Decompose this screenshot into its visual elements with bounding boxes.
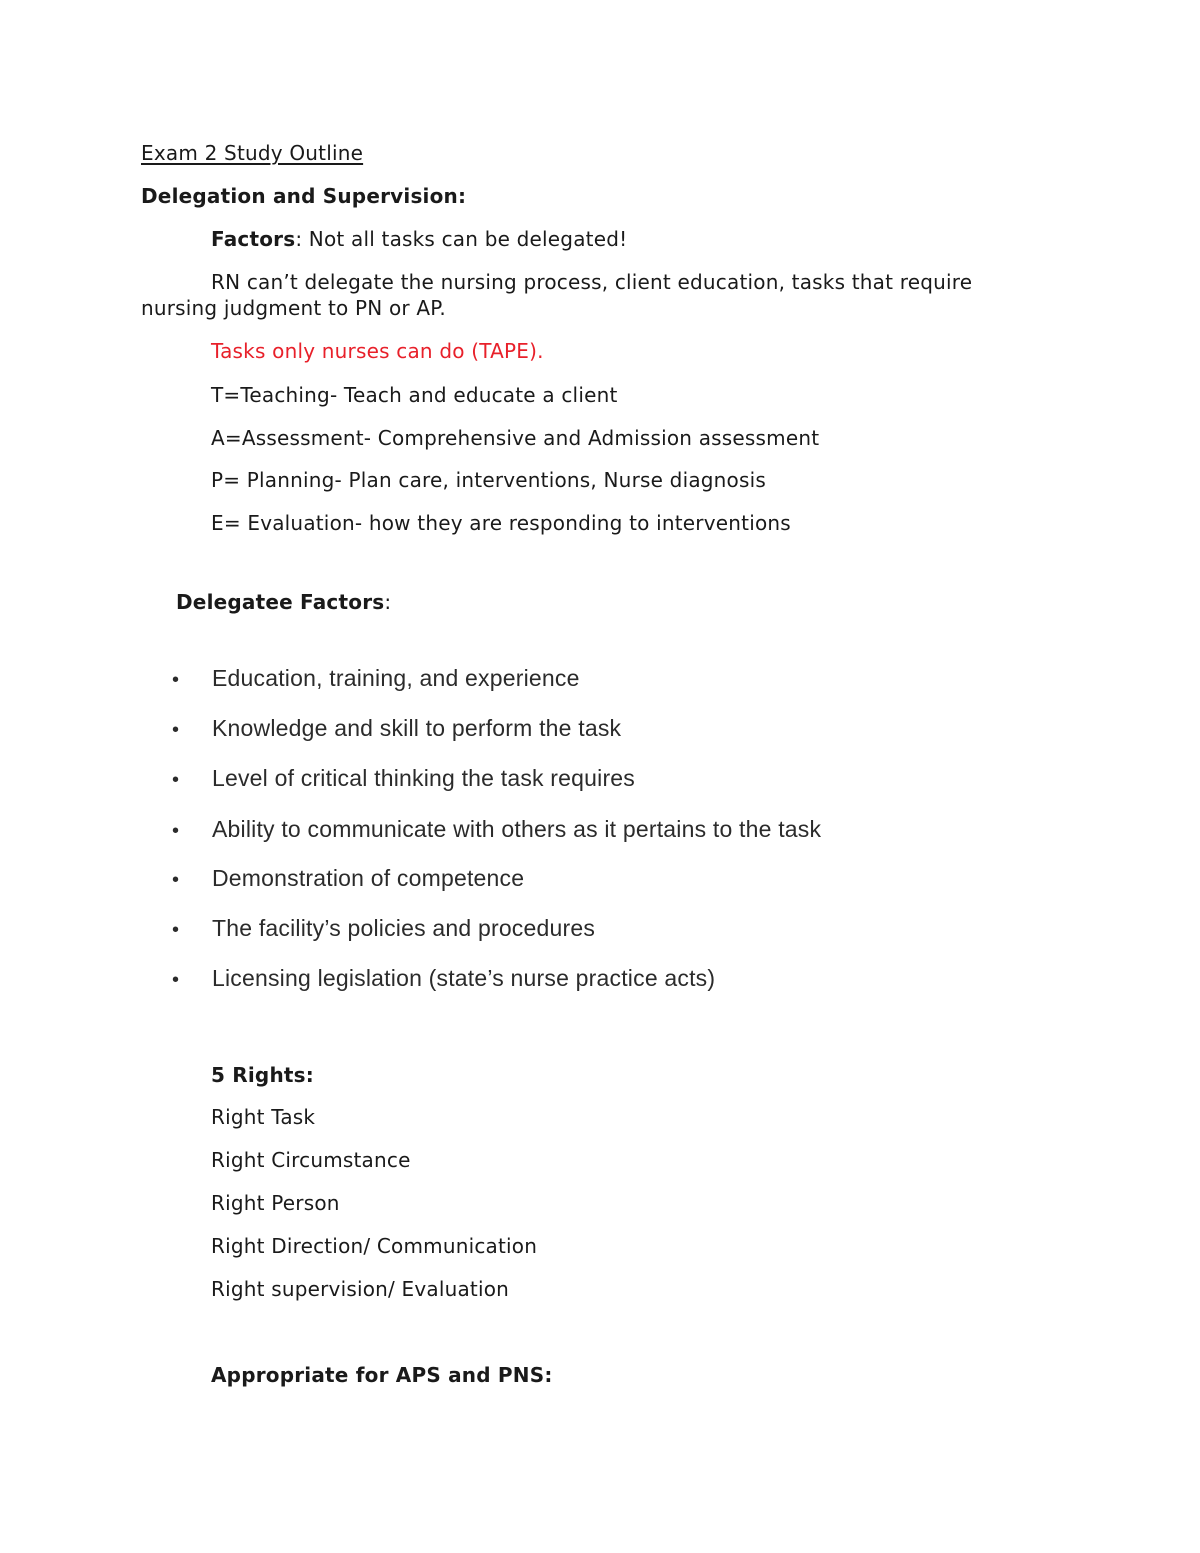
list-item-text: Ability to communicate with others as it pertains to the task [212,816,822,842]
section-heading: Delegation and Supervision: [141,184,467,208]
rn-paragraph: RN can’t delegate the nursing process, client education, tasks that require nursing judgment to PN or AP. [141,270,973,320]
rights-item: Right Task [211,1105,316,1129]
rights-item: Right supervision/ Evaluation [211,1277,510,1301]
bullet-icon: • [172,669,180,691]
bullet-icon: • [172,919,180,941]
appropriate-heading: Appropriate for APS and PNS: [211,1363,553,1387]
list-item [172,814,821,846]
list-item-text: The facility’s policies and procedures [212,915,596,941]
delegatee-colon: : [384,590,392,614]
rights-item: Right Direction/ Communication [211,1234,538,1258]
list-item-text: Knowledge and skill to perform the task [212,715,622,741]
list-item [172,713,621,745]
bullet-icon: • [172,969,180,991]
rights-heading: 5 Rights: [211,1063,314,1087]
tape-item: T=Teaching- Teach and educate a client [211,383,618,407]
factors-text: : Not all tasks can be delegated! [295,227,628,251]
rights-item: Right Person [211,1191,340,1215]
tape-heading: Tasks only nurses can do (TAPE). [211,339,544,363]
bullet-icon: • [172,719,180,741]
rights-item: Right Circumstance [211,1148,411,1172]
bullet-icon: • [172,820,180,842]
list-item-text: Level of critical thinking the task requires [212,765,636,791]
tape-item: E= Evaluation- how they are responding to interventions [211,511,791,535]
list-item-text: Education, training, and experience [212,665,580,691]
list-item [172,863,524,895]
tape-item: A=Assessment- Comprehensive and Admission assessment [211,426,820,450]
list-item [172,913,595,945]
bullet-icon: • [172,869,180,891]
bullet-icon: • [172,769,180,791]
delegatee-label: Delegatee Factors [176,590,385,614]
list-item [172,963,715,995]
page-title: Exam 2 Study Outline [141,141,364,165]
list-item-text: Licensing legislation (state’s nurse practice acts) [212,965,716,991]
factors-line [211,226,627,252]
list-item [172,663,580,695]
factors-label: Factors [211,227,296,251]
list-item [172,763,635,795]
tape-item: P= Planning- Plan care, interventions, Nurse diagnosis [211,468,766,492]
delegatee-heading [176,589,391,615]
list-item-text: Demonstration of competence [212,865,525,891]
